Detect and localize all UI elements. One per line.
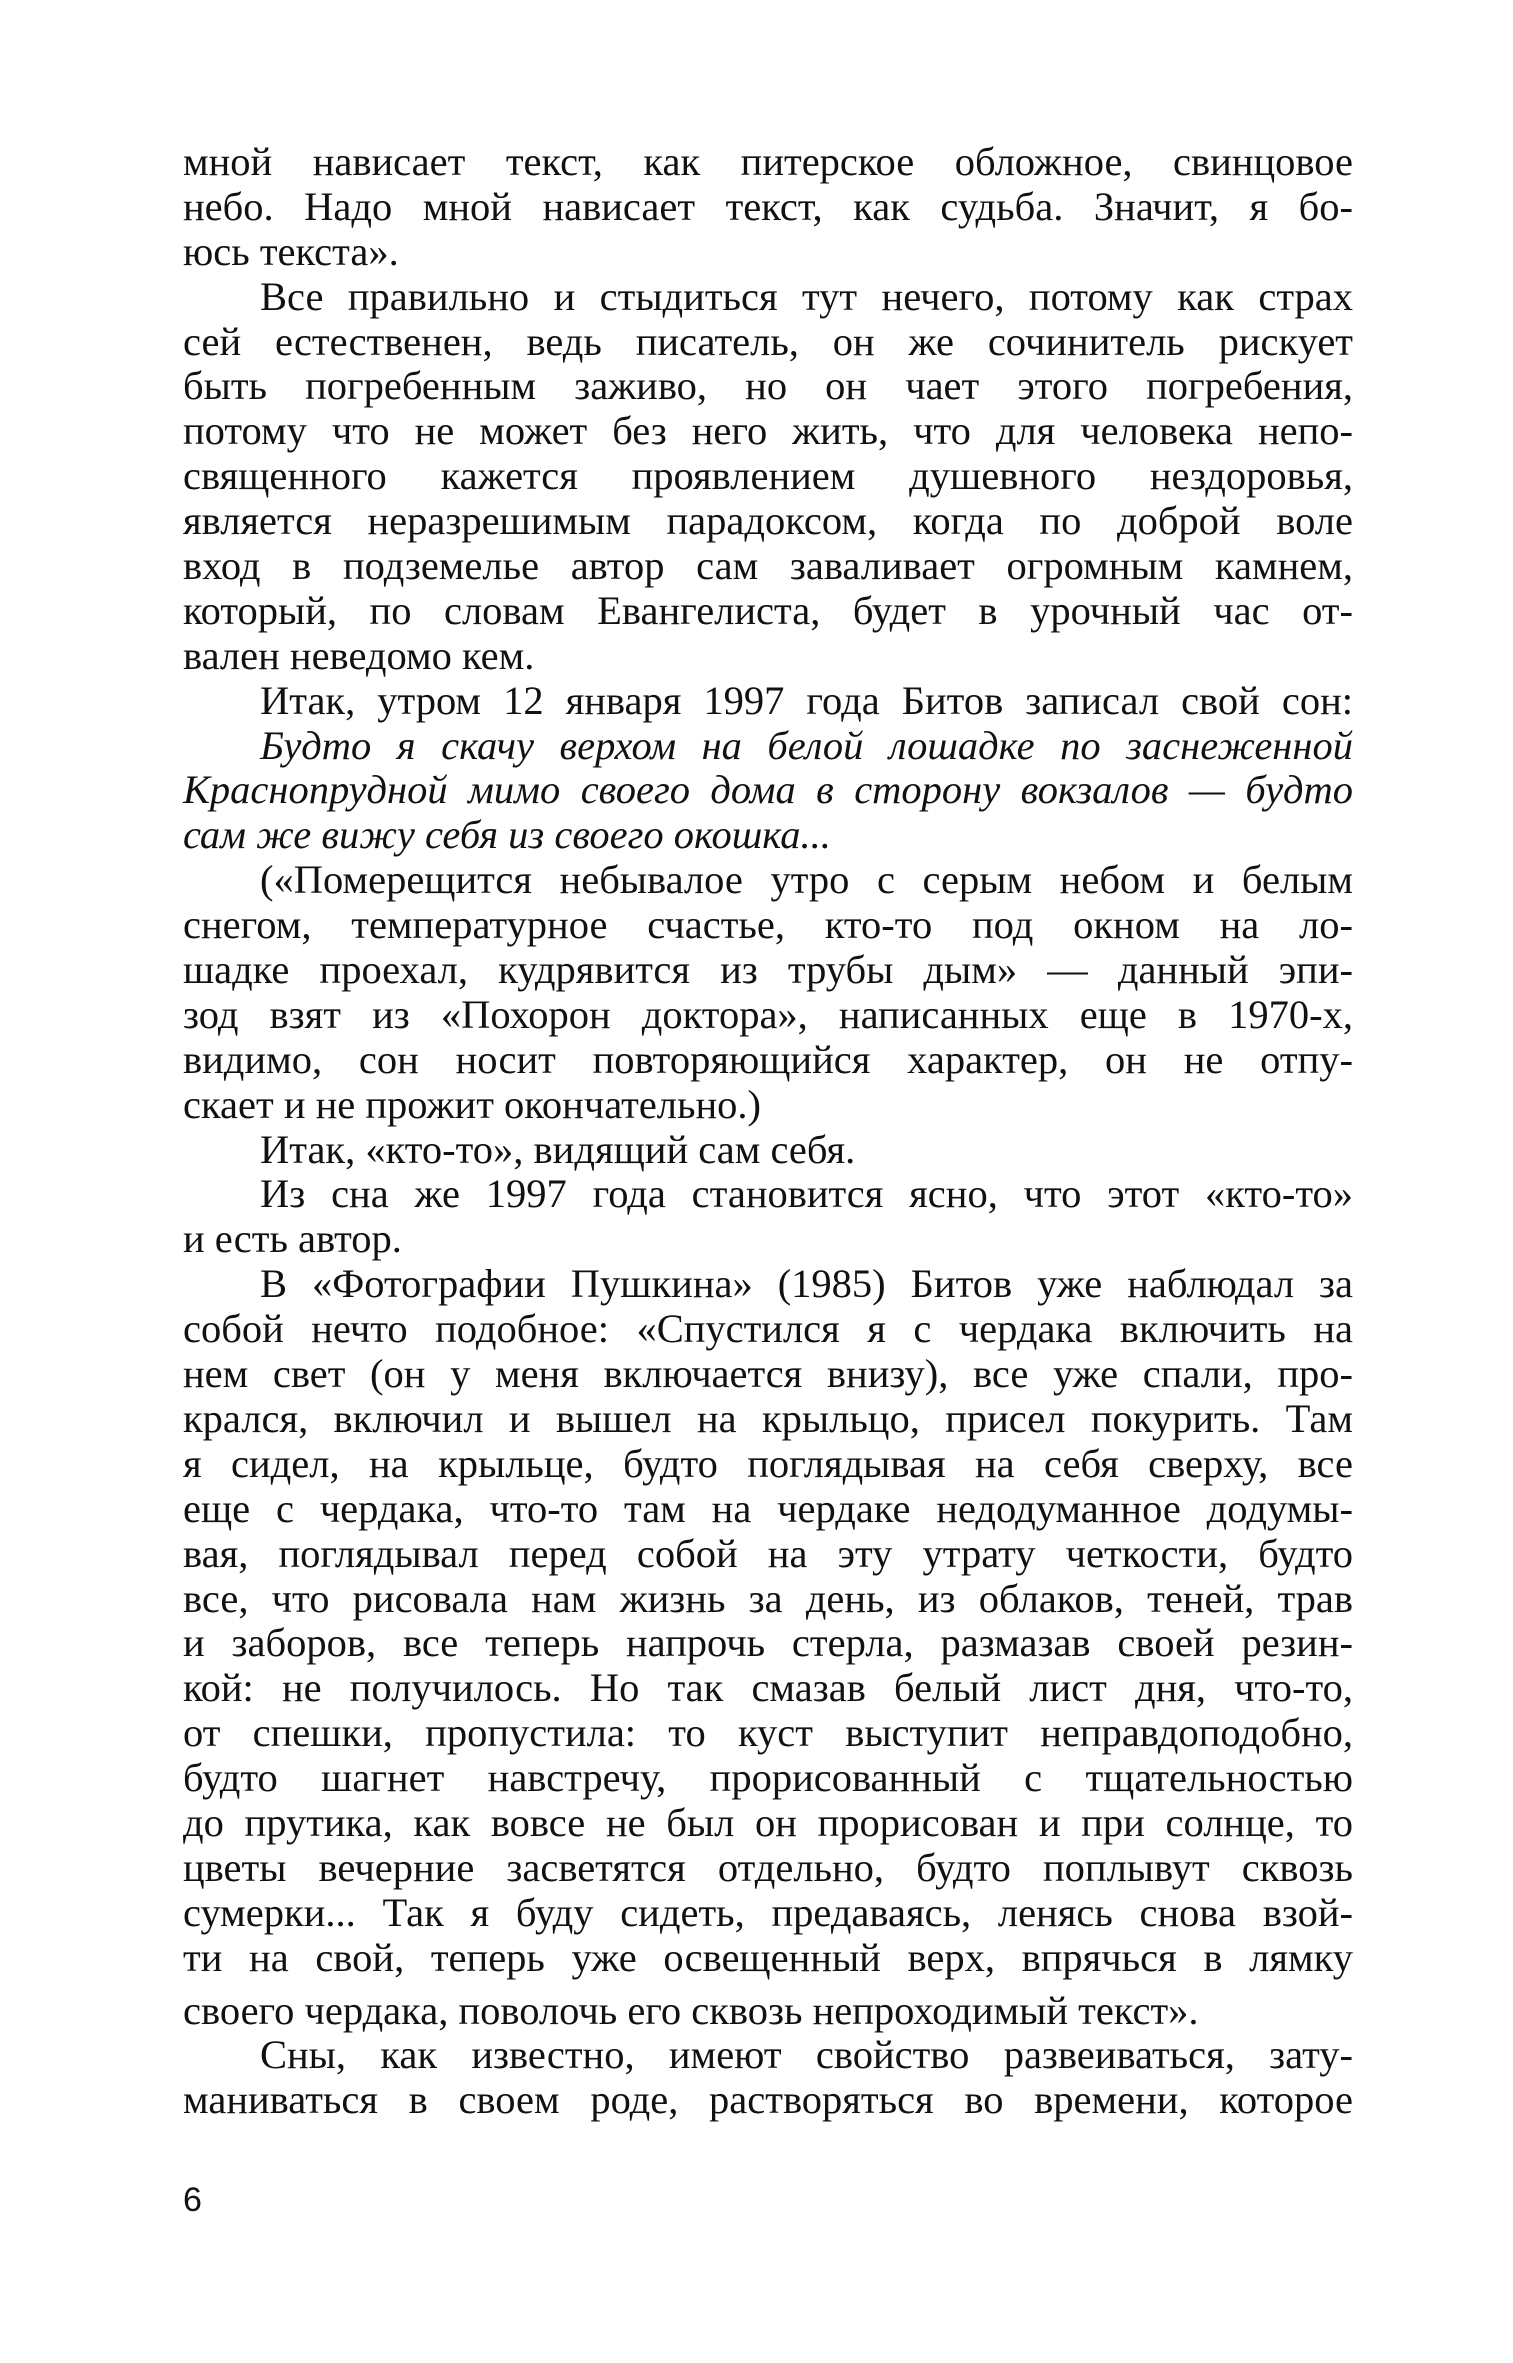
text-line: еще с чердака, что-то там на чердаке недодуманное додумы- <box>183 1485 1353 1531</box>
text-line: Краснопрудной мимо своего дома в сторону вокзалов — будто <box>183 767 1353 813</box>
text-line: вход в подземелье автор сам заваливает огромным камнем, <box>183 543 1353 589</box>
text-line: скает и не прожит окончательно.) <box>183 1081 762 1127</box>
text-line: собой нечто подобное: «Спустился я с чердака включить на <box>183 1306 1353 1352</box>
text-line: маниваться в своем роде, растворяться во времени, которое <box>183 2077 1353 2123</box>
text-line: цветы вечерние засветятся отдельно, будто поплывут сквозь <box>183 1844 1353 1890</box>
text-line: В «Фотографии Пушкина» (1985) Битов уже наблюдал за <box>260 1261 1353 1307</box>
text-line: небо. Надо мной нависает текст, как судьба. Значит, я бо- <box>183 183 1353 229</box>
text-line: крался, включил и вышел на крыльцо, присел покурить. Там <box>183 1395 1353 1441</box>
text-line: я сидел, на крыльце, будто поглядывая на себя сверху, все <box>183 1440 1353 1486</box>
text-line: Будто я скачу верхом на белой лошадке по заснеженной <box>260 722 1353 768</box>
text-line: от спешки, пропустила: то куст выступит неправдоподобно, <box>183 1710 1353 1756</box>
page-number: 6 <box>183 2181 202 2219</box>
text-line: юсь текста». <box>183 228 399 274</box>
text-line: Итак, утром 12 января 1997 года Битов записал свой сон: <box>260 677 1353 723</box>
text-line: зод взят из «Похорон доктора», написанных еще в 1970-х, <box>183 991 1353 1037</box>
text-line: потому что не может без него жить, что для человека непо- <box>183 408 1353 454</box>
text-line: («Померещится небывалое утро с серым небом и белым <box>260 857 1353 903</box>
text-line: быть погребенным заживо, но он чает этого погребения, <box>183 363 1353 409</box>
text-line: видимо, сон носит повторяющийся характер, он не отпу- <box>183 1036 1353 1082</box>
body-text <box>183 140 1353 2123</box>
text-line: вая, поглядывал перед собой на эту утрату четкости, будто <box>183 1530 1353 1576</box>
text-line: снегом, температурное счастье, кто-то под окном на ло- <box>183 902 1353 948</box>
text-line: и есть автор. <box>183 1216 402 1262</box>
text-line: будто шагнет навстречу, прорисованный с тщательностью <box>183 1755 1353 1801</box>
text-line: кой: не получилось. Но так смазав белый лист дня, что-то, <box>183 1665 1353 1711</box>
text-line: который, по словам Евангелиста, будет в урочный час от- <box>183 587 1353 633</box>
text-line: вален неведомо кем. <box>183 632 535 678</box>
text-line: мной нависает текст, как питерское обложное, свинцовое <box>183 139 1353 184</box>
text-line: нем свет (он у меня включается внизу), все уже спали, про- <box>183 1351 1353 1397</box>
text-line: сам же вижу себя из своего окошка... <box>183 812 831 858</box>
text-line: до прутика, как вовсе не был он прорисован и при солнце, то <box>183 1799 1353 1845</box>
text-line: священного кажется проявлением душевного нездоровья, <box>183 453 1353 499</box>
text-line: Из сна же 1997 года становится ясно, что этот «кто-то» <box>260 1171 1353 1217</box>
text-line: Итак, «кто-то», видящий сам себя. <box>260 1126 856 1172</box>
text-line: Сны, как известно, имеют свойство развеиваться, зату- <box>260 2032 1353 2078</box>
text-line: своего чердака, поволочь его сквозь непроходимый текст». <box>183 1987 1199 2033</box>
text-line: шадке проехал, кудрявится из трубы дым» — данный эпи- <box>183 947 1353 993</box>
text-line: сумерки... Так я буду сидеть, предаваясь, ленясь снова взой- <box>183 1889 1353 1935</box>
text-line: Все правильно и стыдиться тут нечего, потому как страх <box>260 273 1353 319</box>
text-line: все, что рисовала нам жизнь за день, из облаков, теней, трав <box>183 1575 1353 1621</box>
text-line: и заборов, все теперь напрочь стерла, размазав своей резин- <box>183 1620 1353 1666</box>
text-line: ти на свой, теперь уже освещенный верх, впрячься в лямку <box>183 1934 1353 1980</box>
text-line: является неразрешимым парадоксом, когда по доброй воле <box>183 498 1353 544</box>
text-line: сей естественен, ведь писатель, он же сочинитель рискует <box>183 318 1353 364</box>
